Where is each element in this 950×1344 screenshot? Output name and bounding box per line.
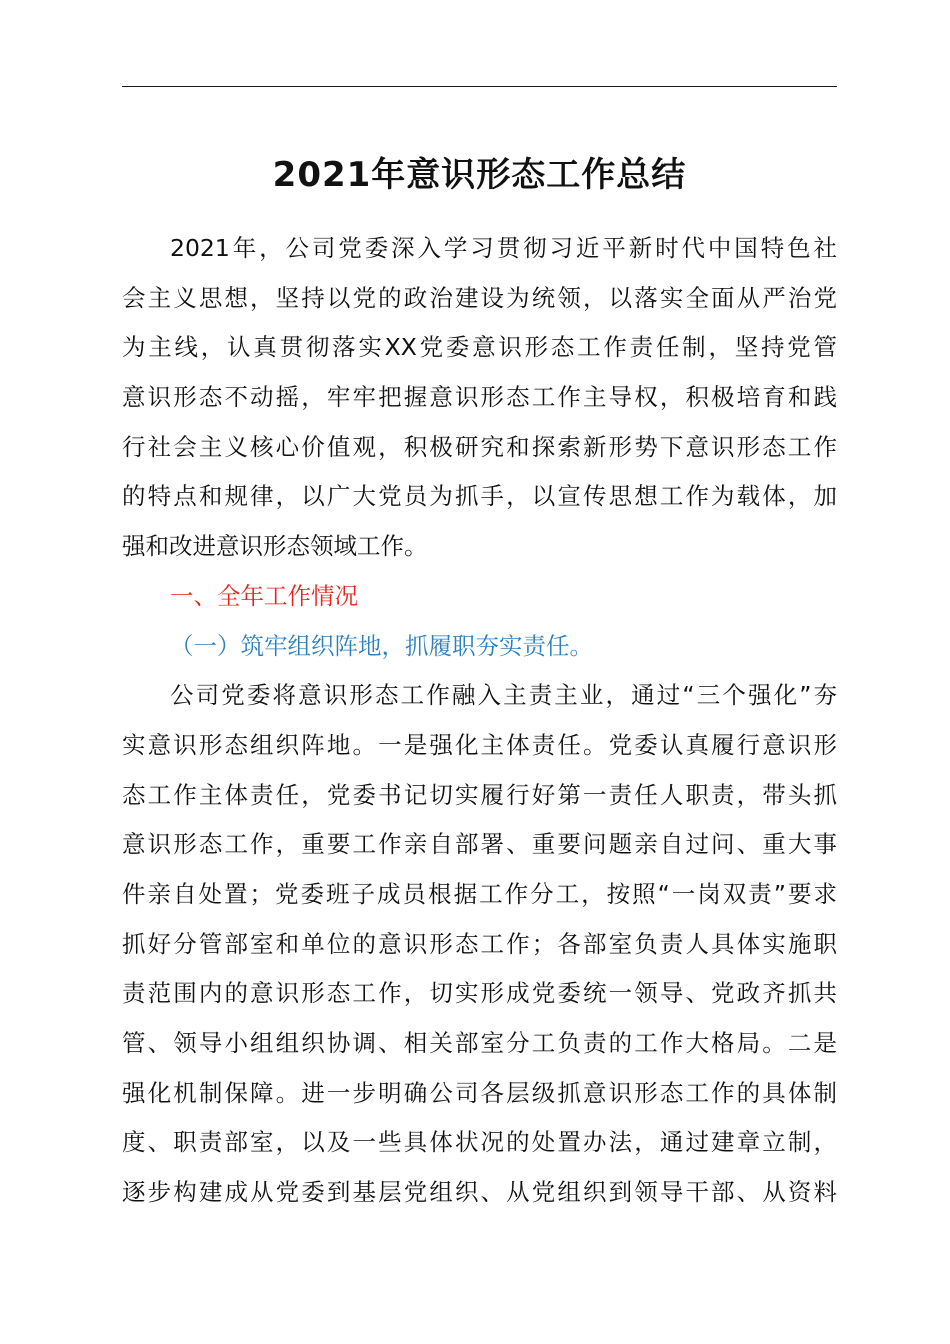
intro-line: 行社会主义核心价值观，积极研究和探索新形势下意识形态工作 [122,432,837,461]
paragraph-line: 管、领导小组组织协调、相关部室分工负责的工作大格局。二是 [122,1029,837,1057]
paragraph-line: 件亲自处置；党委班子成员根据工作分工，按照“一岗双责”要求 [122,879,837,908]
paragraph-line: 公司党委将意识形态工作融入主责主业，通过“三个强化”夯 [170,681,837,710]
intro-line: 意识形态不动摇，牢牢把握意识形态工作主导权，积极培育和践 [122,383,837,412]
intro-line: 强和改进意识形态领域工作。 [122,532,428,561]
paragraph-line: 强化机制保障。进一步明确公司各层级抓意识形态工作的具体制 [122,1078,837,1107]
intro-line: 2021年，公司党委深入学习贯彻习近平新时代中国特色社 [170,234,837,262]
paragraph-line: 实意识形态组织阵地。一是强化主体责任。党委认真履行意识形 [122,730,837,759]
intro-line: 会主义思想，坚持以党的政治建设为统领，以落实全面从严治党 [122,283,837,312]
document-title: 2021年意识形态工作总结 [272,155,687,195]
intro-line: 的特点和规律，以广大党员为抓手，以宣传思想工作为载体，加 [122,482,837,511]
paragraph-line: 度、职责部室，以及一些具体状况的处置办法，通过建章立制， [122,1128,837,1157]
document-body [122,224,837,1218]
paragraph-line: 态工作主体责任，党委书记切实履行好第一责任人职责，带头抓 [122,780,837,809]
intro-line: 为主线，认真贯彻落实XX党委意识形态工作责任制，坚持党管 [122,333,837,362]
paragraph-line: 意识形态工作，重要工作亲自部署、重要问题亲自过问、重大事 [122,830,837,859]
section-heading: 一、全年工作情况 [170,581,358,610]
paragraph-line: 责范围内的意识形态工作，切实形成党委统一领导、党政齐抓共 [122,979,837,1008]
subsection-heading: （一）筑牢组织阵地，抓履职夯实责任。 [170,631,593,660]
paragraph-line: 逐步构建成从党委到基层党组织、从党组织到领导干部、从资料 [122,1178,837,1207]
header-rule [122,86,837,87]
paragraph-line: 抓好分管部室和单位的意识形态工作；各部室负责人具体实施职 [122,929,837,958]
